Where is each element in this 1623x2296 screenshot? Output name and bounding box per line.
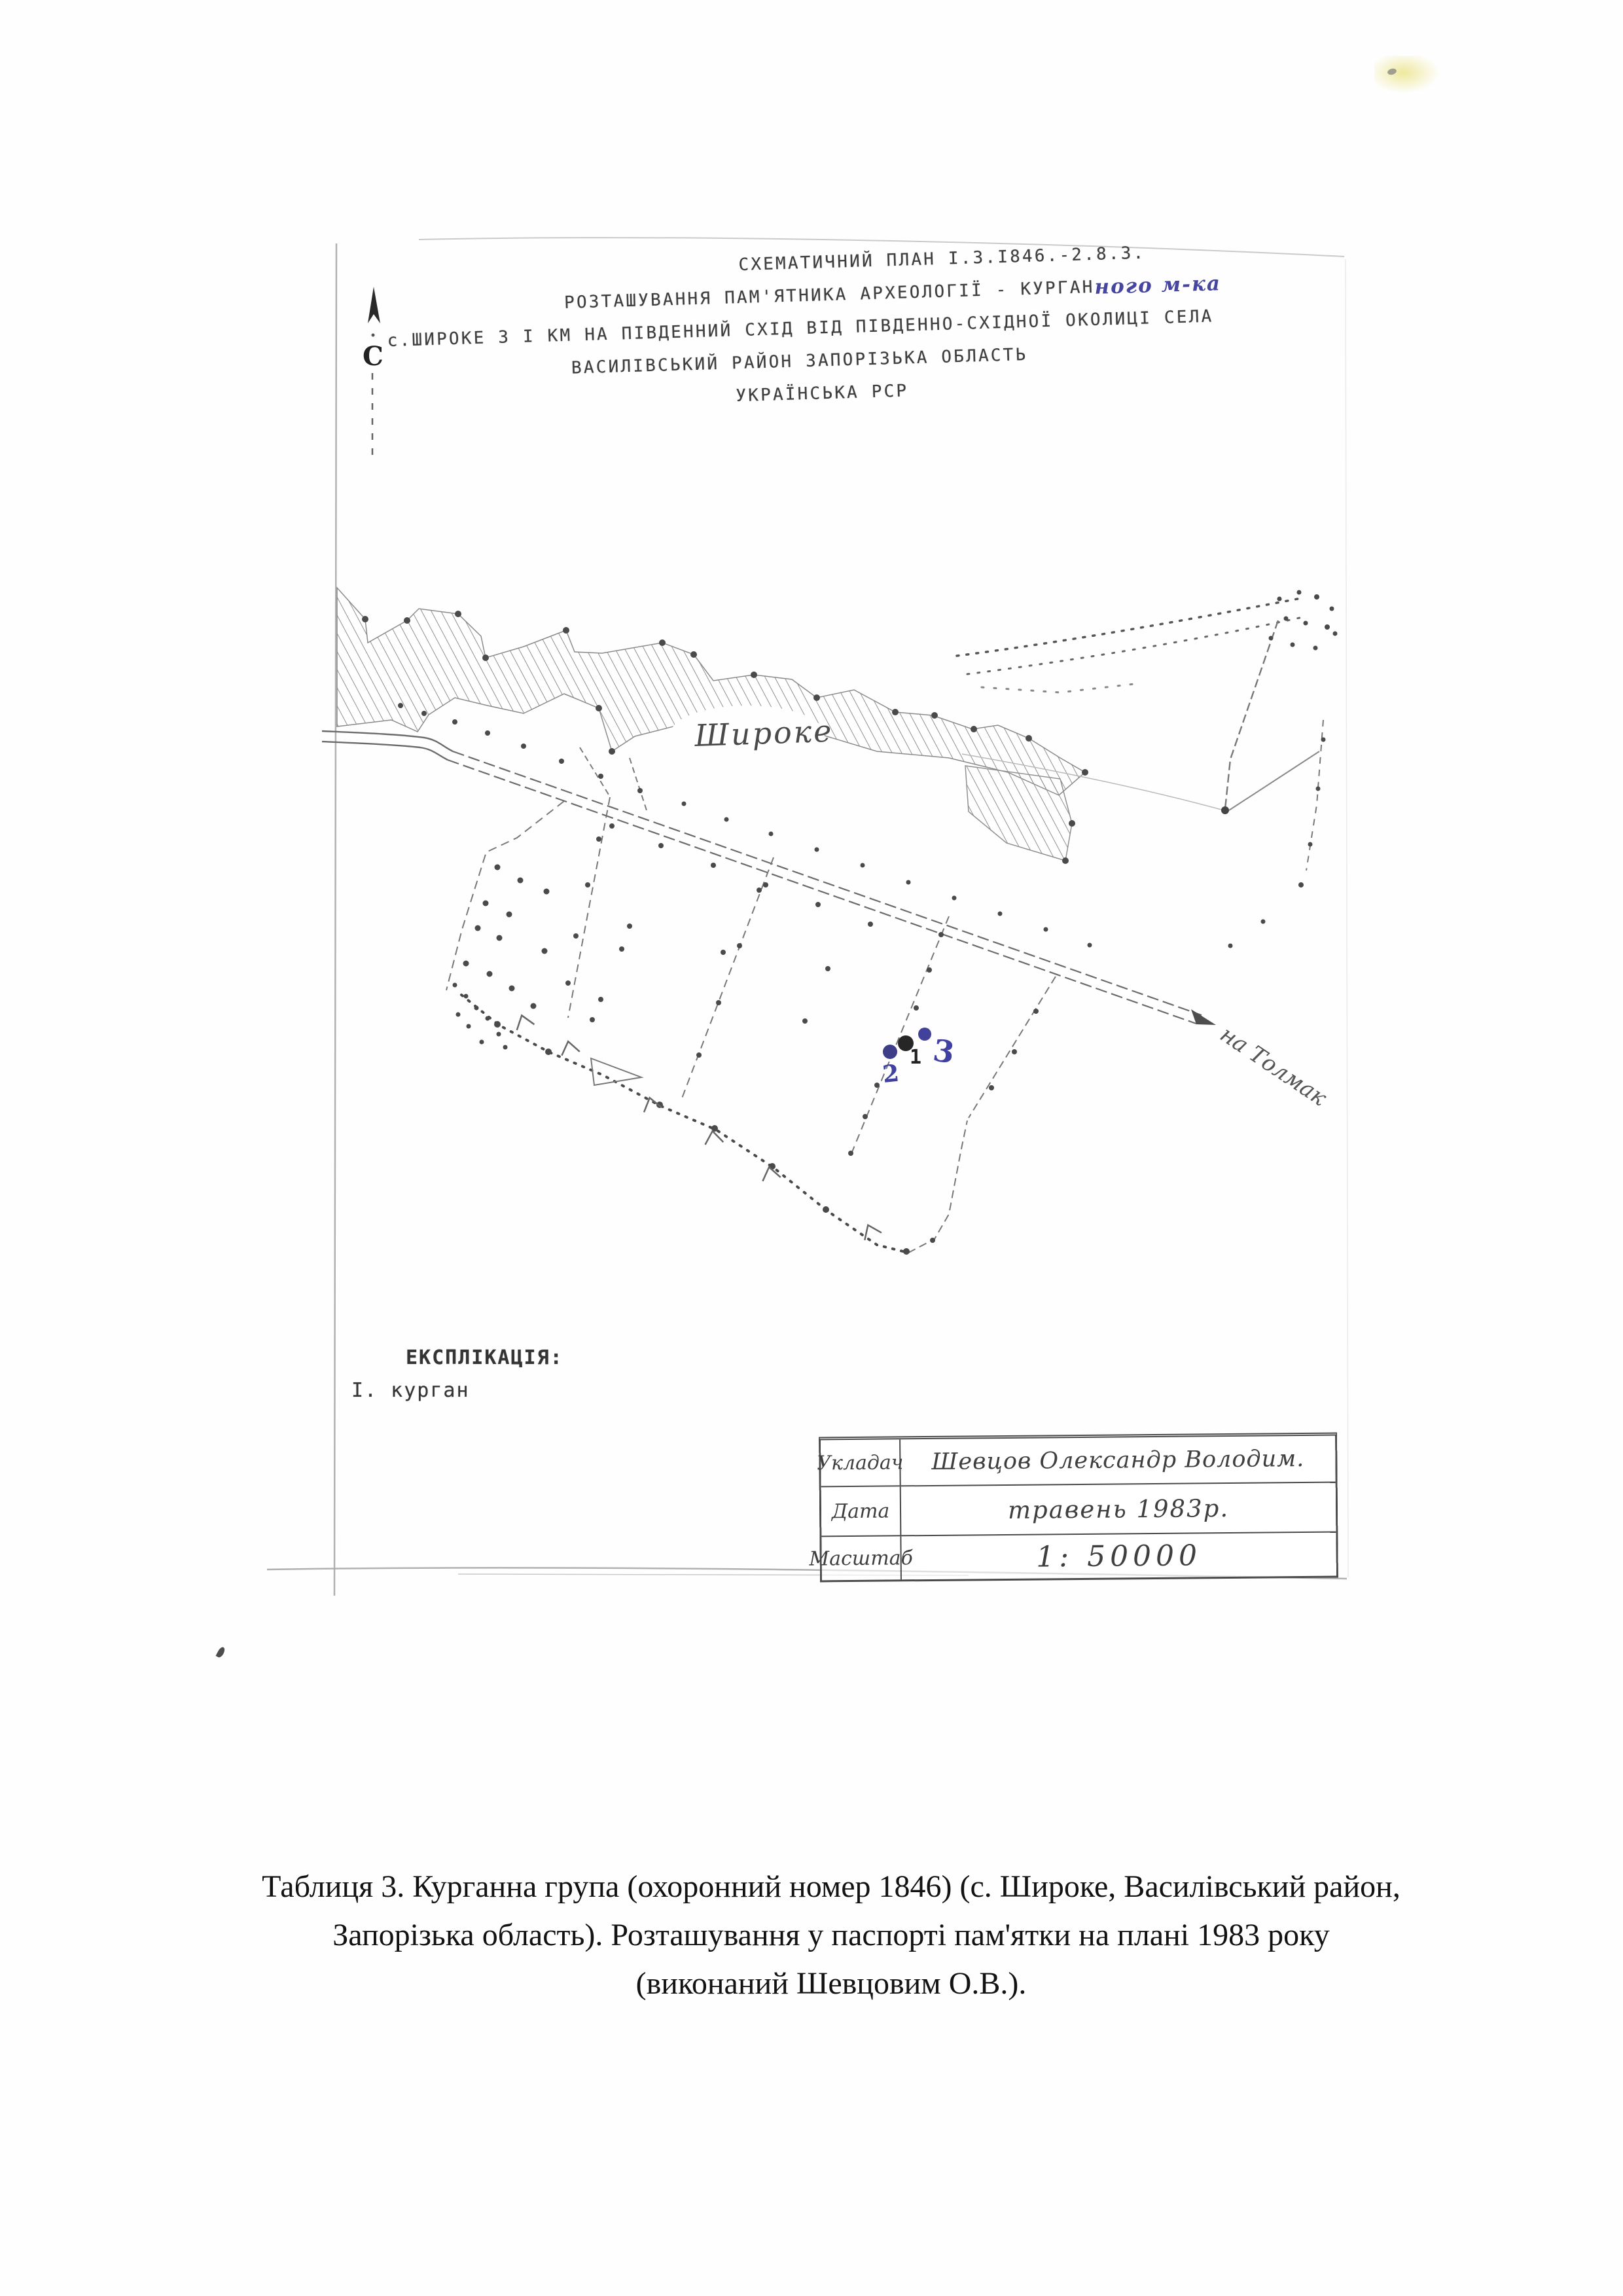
kurgan-3-label: 3 [931, 1032, 957, 1071]
north-arrow-dot [372, 334, 375, 337]
north-arrow [350, 281, 402, 478]
table-label-date: Дата [821, 1486, 902, 1535]
caption-line-1: Таблиця 3. Курганна група (охоронний номер 1846) (с. Широке, Василівський район, [262, 1869, 1400, 1904]
triangle-landmark [591, 1058, 641, 1085]
table-row [821, 1482, 1336, 1536]
figure-caption [85, 1863, 1577, 2008]
site-plan-map [321, 556, 1355, 1374]
legend-title: ЕКСПЛІКАЦІЯ: [406, 1346, 563, 1369]
kurgan-1-label: 1 [910, 1046, 922, 1069]
header-line-title-number: СХЕМАТИЧНИЙ ПЛАН І.3.І846.-2.8.3. [738, 243, 1146, 275]
tree-symbols [513, 1013, 882, 1240]
header-line2-typed: РОЗТАШУВАННЯ ПАМ'ЯТНИКА АРХЕОЛОГІЇ - КУРГАН [563, 277, 1095, 313]
typed-header [385, 234, 1224, 423]
table-row [809, 1532, 1336, 1581]
road-destination-label: на Толмак [1215, 1021, 1332, 1112]
caption-line-2: Запорізька область). Розташування у паспорті пам'ятки на плані 1983 року [332, 1918, 1330, 1952]
table-value-scale: 1: 50000 [1036, 1538, 1202, 1574]
table-label-compiler: Укладач [821, 1439, 901, 1486]
village-label: Широке [694, 713, 834, 753]
header-line2-handwritten-blue: ного м-ка [1094, 272, 1222, 299]
north-arrow-icon [368, 287, 380, 323]
table-value-compiler: Шевцов Олександр Володим. [931, 1445, 1305, 1475]
table-value-date: травень 1983р. [1007, 1494, 1230, 1524]
title-block-table [809, 1433, 1338, 1583]
village-east-block [965, 766, 1072, 861]
kurgan-3-dot [918, 1028, 931, 1041]
kurgan-group [882, 1028, 957, 1088]
field-boundaries [446, 797, 1056, 1253]
north-label: С [363, 341, 383, 372]
legend-item-kurgan: І. курган [351, 1379, 470, 1402]
table-row [817, 1436, 1336, 1486]
caption-line-3: (виконаний Шевцовим О.В.). [635, 1966, 1027, 2001]
table-label-scale: Масштаб [821, 1536, 902, 1580]
kurgan-2-dot [883, 1045, 897, 1059]
legend [351, 1342, 563, 1407]
kurgan-2-label: 2 [881, 1059, 901, 1088]
yellow-highlight-smudge [1374, 56, 1440, 94]
header-line-location: с.ШИРОКЕ З І КМ НА ПІВДЕННИЙ СХІД ВІД ПІВДЕННО-СХІДНОЇ ОКОЛИЦІ СЕЛА [387, 306, 1214, 351]
header-line-republic: УКРАЇНСЬКА РСР [735, 381, 909, 406]
header-line-district: ВАСИЛІВСЬКИЙ РАЙОН ЗАПОРІЗЬКА ОБЛАСТЬ [571, 344, 1028, 378]
